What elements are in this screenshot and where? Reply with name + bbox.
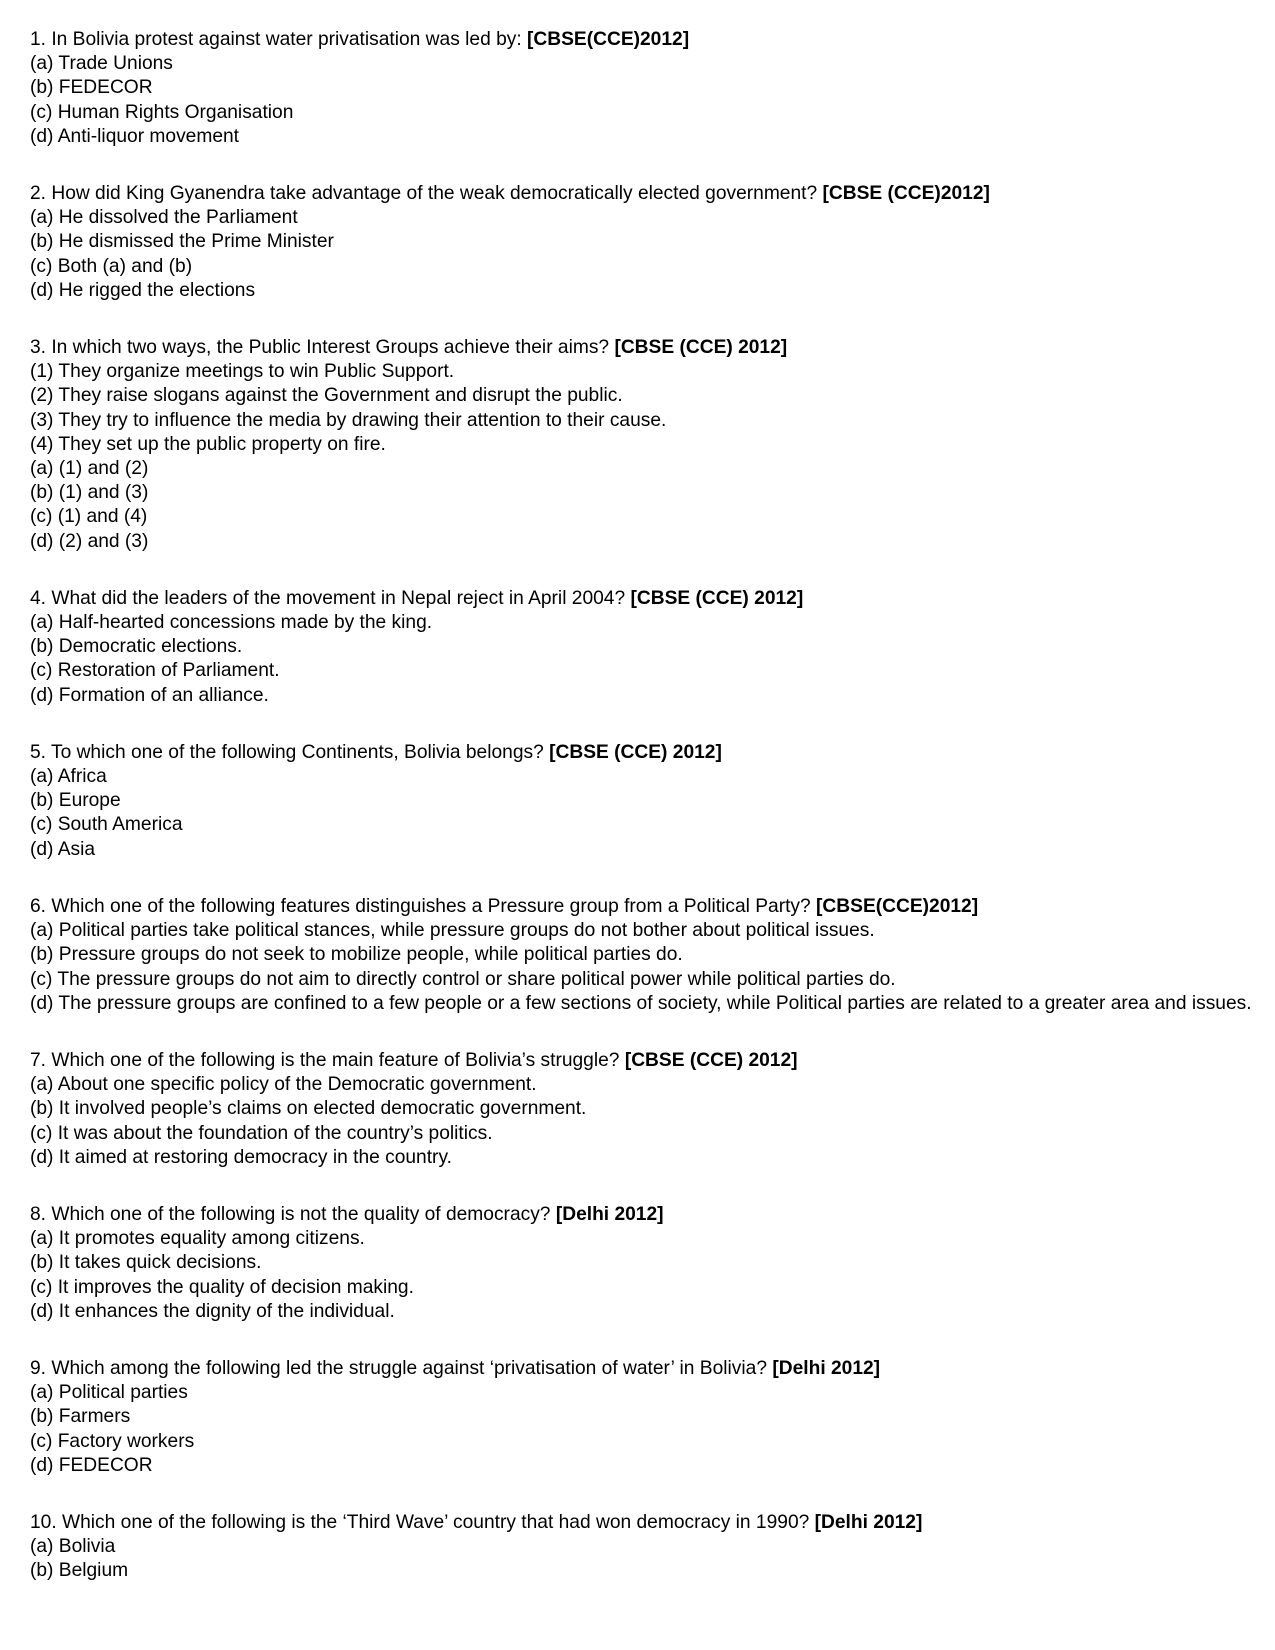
question-paper <box>30 28 1252 1617</box>
option-c: (c) It improves the quality of decision making. <box>30 1276 414 1298</box>
question-text: 3. In which two ways, the Public Interest Groups achieve their aims? <box>30 337 610 359</box>
option-d: (d) The pressure groups are confined to a few people or a few sections of society, while Political parties are related to a greater area and issues. <box>30 992 1252 1014</box>
option-b: (b) He dismissed the Prime Minister <box>30 231 334 253</box>
option-a: (a) About one specific policy of the Democratic government. <box>30 1074 537 1096</box>
option-d: (d) It enhances the dignity of the individual. <box>30 1300 395 1322</box>
option-c: (c) Restoration of Parliament. <box>30 660 280 682</box>
question-4 <box>30 587 1252 708</box>
option-d: (d) It aimed at restoring democracy in the country. <box>30 1146 452 1168</box>
question-8 <box>30 1203 1252 1324</box>
option-b: (b) Pressure groups do not seek to mobilize people, while political parties do. <box>30 944 683 966</box>
question-text: 9. Which among the following led the struggle against ‘privatisation of water’ in Bolivia? <box>30 1357 767 1379</box>
question-source: [CBSE (CCE) 2012] <box>630 587 804 609</box>
option-a: (a) It promotes equality among citizens. <box>30 1228 365 1250</box>
question-text: 1. In Bolivia protest against water privatisation was led by: <box>30 29 522 50</box>
question-source: [CBSE (CCE) 2012] <box>614 337 788 359</box>
option-a: (a) Bolivia <box>30 1536 116 1558</box>
option-d: (d) He rigged the elections <box>30 279 256 301</box>
option-b: (b) Farmers <box>30 1406 131 1428</box>
option-d: (d) Formation of an alliance. <box>30 684 269 706</box>
option-a: (a) Trade Unions <box>30 53 173 75</box>
question-source: [CBSE (CCE) 2012] <box>549 741 722 763</box>
option-d: (d) FEDECOR <box>30 1454 153 1476</box>
statement-4: (4) They set up the public property on fire. <box>30 433 386 455</box>
question-text: 10. Which one of the following is the ‘Third Wave’ country that had won democracy in 1990? <box>30 1511 810 1533</box>
question-9 <box>30 1357 1252 1478</box>
option-c: (c) It was about the foundation of the country’s politics. <box>30 1122 493 1144</box>
question-2 <box>30 182 1252 303</box>
option-a: (a) He dissolved the Parliament <box>30 207 298 229</box>
option-a: (a) Political parties take political stances, while pressure groups do not bother about political issues. <box>30 920 875 942</box>
option-d: (d) Anti-liquor movement <box>30 125 240 147</box>
question-source: [CBSE (CCE)2012] <box>822 183 990 205</box>
question-source: [Delhi 2012] <box>814 1511 923 1533</box>
option-c: (c) The pressure groups do not aim to directly control or share political power while political parties do. <box>30 968 896 990</box>
option-a: (a) Africa <box>30 766 107 788</box>
question-5 <box>30 741 1252 862</box>
statement-3: (3) They try to influence the media by drawing their attention to their cause. <box>30 409 667 431</box>
option-a: (a) Half-hearted concessions made by the king. <box>30 612 433 634</box>
question-source: [CBSE(CCE)2012] <box>527 29 690 50</box>
option-b: (b) It takes quick decisions. <box>30 1252 262 1274</box>
statement-1: (1) They organize meetings to win Public Support. <box>30 361 455 383</box>
question-6 <box>30 895 1252 1016</box>
question-text: 5. To which one of the following Continents, Bolivia belongs? <box>30 741 544 763</box>
question-3 <box>30 336 1252 554</box>
option-d: (d) (2) and (3) <box>30 530 149 552</box>
option-c: (c) (1) and (4) <box>30 506 148 528</box>
question-text: 4. What did the leaders of the movement in Nepal reject in April 2004? <box>30 587 626 609</box>
statement-2: (2) They raise slogans against the Government and disrupt the public. <box>30 385 623 407</box>
option-a: (a) (1) and (2) <box>30 458 149 480</box>
question-text: 7. Which one of the following is the main feature of Bolivia’s struggle? <box>30 1049 620 1071</box>
option-b: (b) Belgium <box>30 1560 129 1582</box>
option-a: (a) Political parties <box>30 1382 188 1404</box>
question-10 <box>30 1511 1252 1584</box>
question-source: [CBSE(CCE)2012] <box>816 895 979 917</box>
question-1 <box>30 28 1252 149</box>
option-b: (b) Democratic elections. <box>30 636 243 658</box>
question-7 <box>30 1049 1252 1170</box>
option-b: (b) (1) and (3) <box>30 482 149 504</box>
question-text: 6. Which one of the following features distinguishes a Pressure group from a Political Party? <box>30 895 811 917</box>
option-c: (c) Human Rights Organisation <box>30 101 294 123</box>
question-source: [Delhi 2012] <box>772 1357 881 1379</box>
option-b: (b) Europe <box>30 790 121 812</box>
option-d: (d) Asia <box>30 838 96 860</box>
question-text: 8. Which one of the following is not the quality of democracy? <box>30 1203 551 1225</box>
question-text: 2. How did King Gyanendra take advantage of the weak democratically elected government? <box>30 183 818 205</box>
option-b: (b) It involved people’s claims on elected democratic government. <box>30 1098 587 1120</box>
option-c: (c) Factory workers <box>30 1430 195 1452</box>
option-c: (c) Both (a) and (b) <box>30 255 193 277</box>
question-source: [Delhi 2012] <box>555 1203 664 1225</box>
question-source: [CBSE (CCE) 2012] <box>624 1049 798 1071</box>
option-b: (b) FEDECOR <box>30 77 153 99</box>
option-c: (c) South America <box>30 814 183 836</box>
